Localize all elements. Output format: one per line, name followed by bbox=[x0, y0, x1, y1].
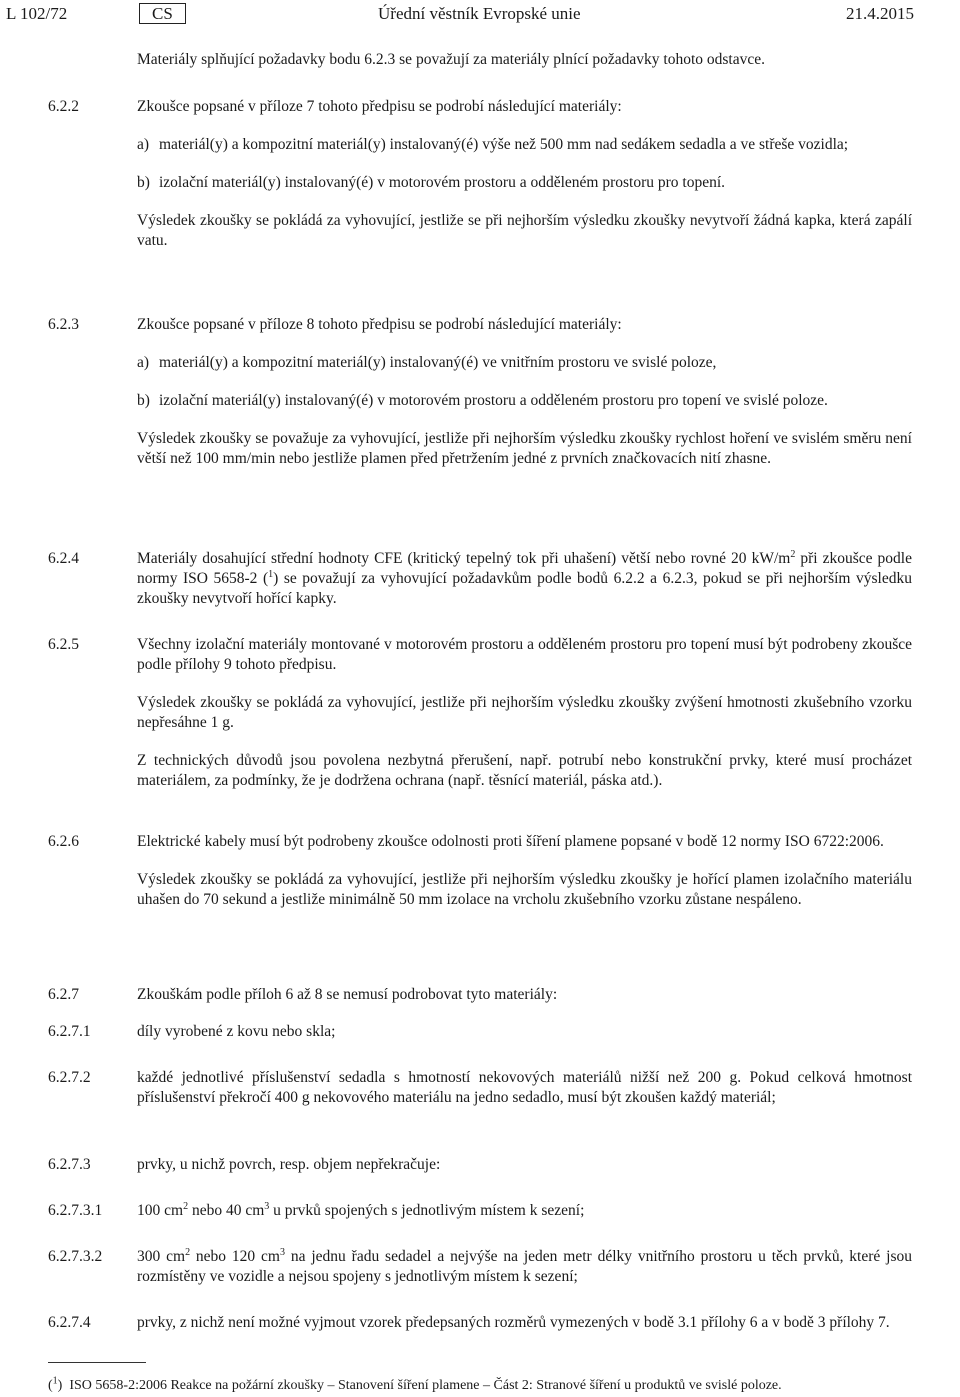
section-6-2-7-2 bbox=[48, 1068, 912, 1108]
text-run: 100 cm bbox=[137, 1202, 184, 1219]
section-paragraph bbox=[137, 549, 912, 609]
footnote-divider bbox=[48, 1362, 146, 1363]
list-item bbox=[137, 135, 912, 155]
section-6-2-7-1 bbox=[48, 1022, 912, 1042]
superscript: 3 bbox=[264, 1200, 270, 1212]
result-paragraph: Výsledek zkoušky se pokládá za vyhovující, jestliže při nejhorším výsledku zkoušky zvýšení hmotnosti zkušebního vzorku nepřesáhne 1 g. bbox=[137, 694, 912, 731]
publication-date: 21.4.2015 bbox=[846, 4, 914, 23]
superscript: 2 bbox=[183, 1200, 189, 1212]
section-number: 6.2.4 bbox=[48, 550, 79, 567]
footnote-ref[interactable]: 1 bbox=[268, 568, 274, 580]
section-paragraph: Všechny izolační materiály montované v motorovém prostoru a odděleném prostoru pro topení musí být podrobeny zkoušce podle přílohy 9 tohoto předpisu. bbox=[137, 636, 912, 673]
section-6-2-7 bbox=[48, 985, 912, 1005]
list-item bbox=[137, 391, 912, 411]
section-number: 6.2.5 bbox=[48, 636, 79, 653]
list-item bbox=[137, 353, 912, 373]
text-run: ) bbox=[57, 1378, 63, 1393]
item-text: materiál(y) a kompozitní materiál(y) instalovaný(é) výše než 500 mm nad sedákem sedadla a ve střeše vozidla; bbox=[159, 136, 849, 153]
section-number: 6.2.3 bbox=[48, 316, 79, 333]
section-number: 6.2.7.4 bbox=[48, 1314, 91, 1331]
item-label: a) bbox=[137, 354, 150, 371]
section-number: 6.2.7.1 bbox=[48, 1023, 91, 1040]
text-run: u prvků spojených s jednotlivým místem k sezení; bbox=[269, 1202, 585, 1219]
journal-title: Úřední věstník Evropské unie bbox=[378, 4, 581, 23]
item-text: izolační materiál(y) instalovaný(é) v motorovém prostoru a odděleném prostoru pro topení ve svislé poloze. bbox=[159, 392, 828, 409]
page-reference: L 102/72 bbox=[6, 4, 68, 23]
section-number: 6.2.7.3.1 bbox=[48, 1202, 103, 1219]
section-6-2-7-3-2 bbox=[48, 1247, 912, 1287]
section-6-2-2 bbox=[48, 97, 912, 251]
section-6-2-7-3-1 bbox=[48, 1201, 912, 1221]
section-number: 6.2.7 bbox=[48, 986, 79, 1003]
text-run: Materiály dosahující střední hodnoty CFE (kritický tepelný tok při uhašení) větší nebo rovné 20 kW/m bbox=[137, 550, 791, 567]
page-header bbox=[6, 3, 914, 27]
superscript: 2 bbox=[185, 1246, 191, 1258]
item-text: izolační materiál(y) instalovaný(é) v motorovém prostoru a odděleném prostoru pro topení. bbox=[159, 174, 726, 191]
footnote-mark: 1 bbox=[52, 1375, 58, 1387]
result-paragraph: Výsledek zkoušky se pokládá za vyhovující, jestliže při nejhorším výsledku zkoušky je hořící plamen izolačního materiálu uhašen do 70 sekund a jestliže minimálně 50 mm izolace na vrcholu zkušebního vzorku zůstane nespáleno. bbox=[137, 871, 912, 908]
section-number: 6.2.2 bbox=[48, 98, 79, 115]
text-run: nebo 120 cm bbox=[190, 1248, 280, 1265]
footnote-text: ISO 5658-2:2006 Reakce na požární zkoušky – Stanovení šíření plamene – Část 2: Stranové šíření u produktů ve svislé poloze. bbox=[69, 1378, 782, 1393]
section-paragraph: prvky, u nichž povrch, resp. objem nepřekračuje: bbox=[137, 1156, 441, 1173]
text-run: ( bbox=[48, 1378, 53, 1393]
section-paragraph: díly vyrobené z kovu nebo skla; bbox=[137, 1023, 336, 1040]
superscript: 3 bbox=[279, 1246, 285, 1258]
note-paragraph: Z technických důvodů jsou povolena nezbytná přerušení, např. potrubí nebo konstrukční prvky, které musí procházet materiálem, za podmínky, že je dodržena ochrana (např. těsnící materiál, páska atd.). bbox=[137, 752, 912, 789]
item-label: b) bbox=[137, 174, 150, 191]
footnote bbox=[48, 1377, 928, 1395]
section-paragraph: Zkouškám podle příloh 6 až 8 se nemusí podrobovat tyto materiály: bbox=[137, 986, 558, 1003]
section-paragraph bbox=[137, 1247, 912, 1287]
text-run: nebo 40 cm bbox=[188, 1202, 265, 1219]
intro-paragraph: Materiály splňující požadavky bodu 6.2.3 se považují za materiály plnící požadavky tohoto odstavce. bbox=[137, 51, 765, 68]
section-number: 6.2.7.3 bbox=[48, 1156, 91, 1173]
section-number: 6.2.6 bbox=[48, 833, 79, 850]
text-run: ) se považují za vyhovující požadavkům podle bodů 6.2.2 a 6.2.3, pokud se při nejhorším výsledku zkoušky nevytvoří hořící kapky. bbox=[137, 570, 912, 607]
section-lead: Zkoušce popsané v příloze 7 tohoto předpisu se podrobí následující materiály: bbox=[137, 98, 622, 115]
item-label: b) bbox=[137, 392, 150, 409]
section-6-2-4 bbox=[48, 549, 912, 609]
text-run: 300 cm bbox=[137, 1248, 186, 1265]
language-badge: CS bbox=[139, 3, 186, 24]
text-run: na jednu řadu sedadel a nejvýše na jeden metr délky vnitřního prostoru u těch prvků, které jsou rozmístěny ve vozidle a nejsou spojeny s jednotlivým místem k sezení; bbox=[137, 1248, 912, 1285]
section-lead: Zkoušce popsané v příloze 8 tohoto předpisu se podrobí následující materiály: bbox=[137, 316, 622, 333]
section-6-2-7-4 bbox=[48, 1313, 912, 1333]
section-paragraph bbox=[137, 1201, 912, 1221]
section-6-2-7-3 bbox=[48, 1155, 912, 1175]
superscript: 2 bbox=[790, 548, 796, 560]
section-paragraph: každé jednotlivé příslušenství sedadla s hmotností nekovových materiálů nižší než 200 g. Pokud celková hmotnost příslušenství překročí 400 g nekovového materiálu na jedno sedadlo, musí být zkoušen každý materiál; bbox=[137, 1069, 912, 1106]
section-number: 6.2.7.3.2 bbox=[48, 1248, 103, 1265]
section-6-2-5 bbox=[48, 635, 912, 791]
section-paragraph: prvky, z nichž není možné vyjmout vzorek předepsaných rozměrů vymezených v bodě 3.1 přílohy 6 a v bodě 3 přílohy 7. bbox=[137, 1314, 890, 1331]
item-text: materiál(y) a kompozitní materiál(y) instalovaný(é) ve vnitřním prostoru ve svislé poloze, bbox=[159, 354, 717, 371]
item-label: a) bbox=[137, 136, 150, 153]
section-number: 6.2.7.2 bbox=[48, 1069, 91, 1086]
section-paragraph: Elektrické kabely musí být podrobeny zkoušce odolnosti proti šíření plamene popsané v bodě 12 normy ISO 6722:2006. bbox=[137, 833, 884, 850]
section-6-2-6 bbox=[48, 832, 912, 910]
list-item bbox=[137, 173, 912, 193]
result-paragraph: Výsledek zkoušky se považuje za vyhovující, jestliže při nejhorším výsledku zkoušky rychlost hoření ve svislém směru není větší než 100 mm/min nebo jestliže plamen před přetržením jedné z prvních značkovacích nití zhasne. bbox=[137, 430, 912, 467]
result-paragraph: Výsledek zkoušky se pokládá za vyhovující, jestliže se při nejhorším výsledku zkoušky nevytvoří žádná kapka, která zapálí vatu. bbox=[137, 212, 912, 249]
section-6-2-3 bbox=[48, 315, 912, 469]
text-run: při zkoušce podle normy ISO 5658-2 ( bbox=[137, 550, 912, 587]
